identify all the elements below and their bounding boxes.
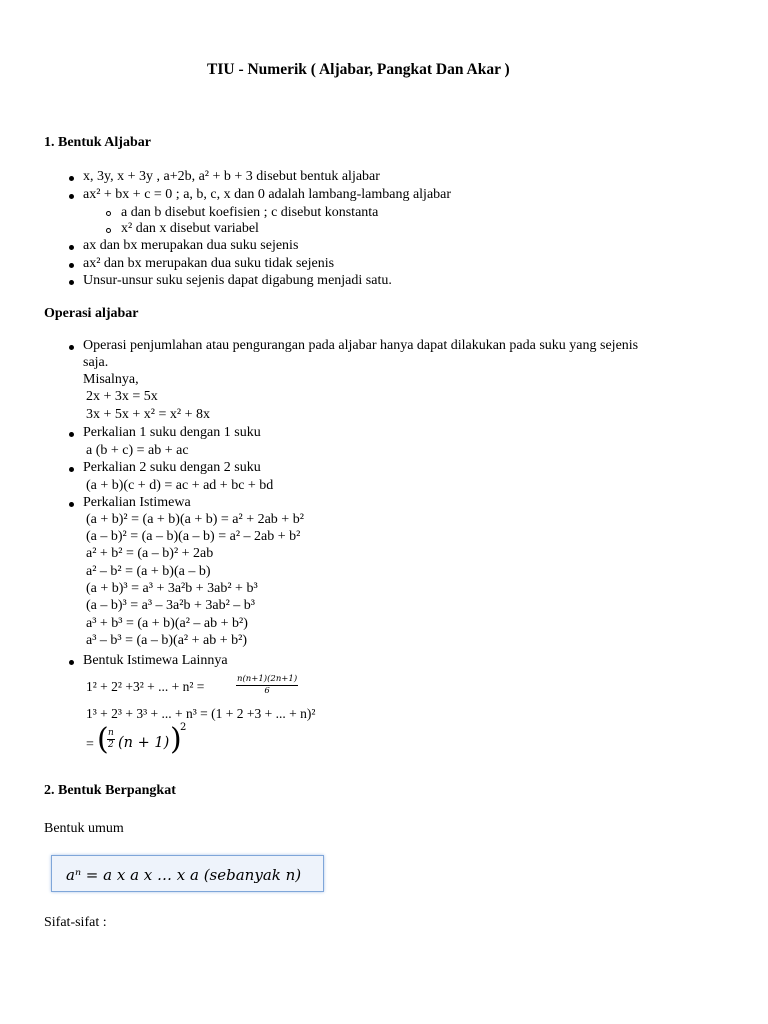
bullet-icon: [69, 432, 74, 437]
bullet-icon: [69, 245, 74, 250]
list-item-continuation: Misalnya,: [83, 372, 139, 387]
sum-squares-fraction: [236, 675, 298, 695]
list-item: Perkalian 1 suku dengan 1 suku: [83, 425, 261, 440]
bullet-icon: [69, 345, 74, 350]
fraction-denominator: 6: [264, 685, 270, 696]
identity-line: (a – b)² = (a – b)(a – b) = a² – 2ab + b²: [86, 529, 301, 544]
example-line: (a + b)(c + d) = ac + ad + bc + bd: [86, 478, 274, 493]
example-line: a (b + c) = ab + ac: [86, 443, 189, 458]
sub-bullet-icon: [106, 211, 111, 216]
bullet-icon: [69, 194, 74, 199]
bullet-icon: [69, 280, 74, 285]
sum-cubes-line: 1³ + 2³ + 3³ + ... + n³ = (1 + 2 +3 + ... + n)²: [86, 706, 316, 721]
general-form-formula-box: [51, 855, 324, 892]
identity-line: a² + b² = (a – b)² + 2ab: [86, 546, 214, 561]
list-item: x, 3y, x + 3y , a+2b, a² + b + 3 disebut bentuk aljabar: [83, 169, 380, 184]
fraction-denominator: 2: [108, 740, 114, 750]
equals-sign: =: [86, 737, 94, 752]
n-plus-one: (n + 1): [118, 735, 170, 751]
list-item: Operasi penjumlahan atau pengurangan pada aljabar hanya dapat dilakukan pada suku yang sejenis: [83, 338, 639, 353]
section-heading-operasi-aljabar: Operasi aljabar: [44, 306, 139, 321]
general-form-formula: aⁿ = a x a x … x a (sebanyak n): [66, 866, 302, 884]
bullet-icon: [69, 176, 74, 181]
list-item: Perkalian Istimewa: [83, 495, 191, 510]
identity-line: a³ + b³ = (a + b)(a² – ab + b²): [86, 616, 248, 631]
list-item: Unsur-unsur suku sejenis dapat digabung menjadi satu.: [83, 273, 392, 288]
bullet-icon: [69, 660, 74, 665]
fraction-numerator: n: [108, 728, 114, 738]
identity-line: (a + b)³ = a³ + 3a²b + 3ab² + b³: [86, 581, 258, 596]
identity-line: a² – b² = (a + b)(a – b): [86, 564, 211, 579]
list-item: ax² dan bx merupakan dua suku tidak sejenis: [83, 256, 335, 271]
list-item: ax² + bx + c = 0 ; a, b, c, x dan 0 adalah lambang-lambang aljabar: [83, 187, 452, 202]
right-paren: ): [170, 722, 182, 757]
identity-line: (a + b)² = (a + b)(a + b) = a² + 2ab + b²: [86, 512, 304, 527]
identity-line: (a – b)³ = a³ – 3a²b + 3ab² – b³: [86, 598, 255, 613]
bullet-icon: [69, 502, 74, 507]
list-item: Bentuk Istimewa Lainnya: [83, 653, 228, 668]
example-line: 3x + 5x + x² = x² + 8x: [86, 407, 210, 422]
sub-list-item: a dan b disebut koefisien ; c disebut konstanta: [121, 205, 379, 220]
identity-line: a³ – b³ = (a – b)(a² + ab + b²): [86, 633, 247, 648]
list-item: ax dan bx merupakan dua suku sejenis: [83, 238, 299, 253]
bullet-icon: [69, 263, 74, 268]
sub-bullet-icon: [106, 228, 111, 233]
n-over-2-fraction: [107, 729, 115, 750]
sifat-sifat-label: Sifat-sifat :: [44, 915, 107, 930]
sum-squares-left: 1² + 2² +3² + ... + n² =: [86, 679, 205, 694]
fraction-numerator: n(n+1)(2n+1): [237, 674, 298, 684]
list-item: Perkalian 2 suku dengan 2 suku: [83, 460, 261, 475]
example-line: 2x + 3x = 5x: [86, 389, 158, 404]
section-heading-bentuk-aljabar: 1. Bentuk Aljabar: [44, 135, 151, 150]
bentuk-umum-label: Bentuk umum: [44, 821, 124, 836]
bullet-icon: [69, 467, 74, 472]
exponent: 2: [180, 722, 187, 733]
page-title: TIU - Numerik ( Aljabar, Pangkat Dan Akar ): [207, 61, 510, 78]
left-paren: (: [97, 722, 109, 757]
list-item-continuation: saja.: [83, 355, 109, 370]
section-heading-bentuk-berpangkat: 2. Bentuk Berpangkat: [44, 783, 176, 798]
sub-list-item: x² dan x disebut variabel: [121, 221, 259, 236]
